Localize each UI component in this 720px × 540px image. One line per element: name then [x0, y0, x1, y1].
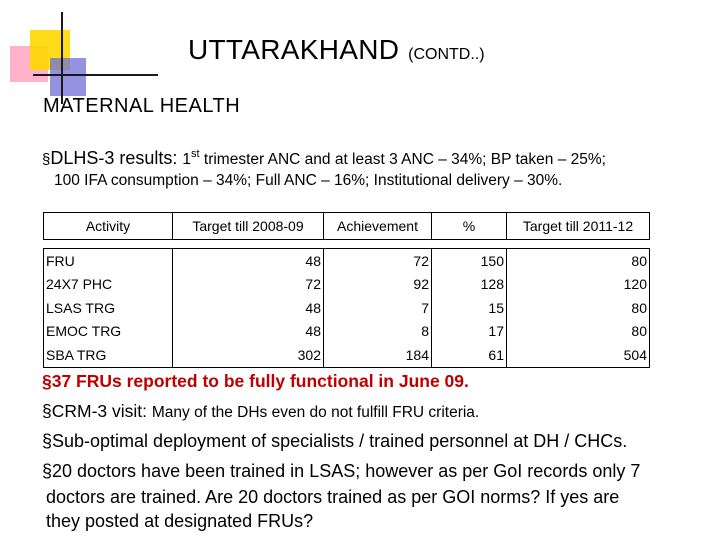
cell-target-2011-12: 120	[506, 273, 650, 297]
cell-achievement: 8	[323, 320, 431, 344]
cell-target-2011-12: 80	[506, 248, 650, 273]
data-table	[43, 212, 650, 368]
cell-percent: 128	[431, 273, 506, 297]
table-row	[43, 296, 650, 320]
cell-target-2011-12: 80	[506, 296, 650, 320]
cell-percent: 61	[431, 343, 506, 368]
cell-target-2011-12: 80	[506, 320, 650, 344]
cell-achievement: 184	[323, 343, 431, 368]
cell-achievement: 7	[323, 296, 431, 320]
dlhs-rest: trimester ANC and at least 3 ANC – 34%; BP taken – 25%;	[199, 151, 606, 168]
section-heading: MATERNAL HEALTH	[43, 95, 241, 117]
cell-activity: 24X7 PHC	[43, 273, 172, 297]
dlhs-ordinal-sup: st	[191, 148, 200, 160]
cell-activity: LSAS TRG	[43, 296, 172, 320]
bullet-crm3-lead: §CRM-3 visit:	[42, 401, 152, 421]
header-target-2008-09: Target till 2008-09	[172, 212, 323, 240]
cell-achievement: 92	[323, 273, 431, 297]
dlhs-lead: DLHS-3 results:	[50, 148, 183, 168]
dlhs-bullet	[42, 148, 606, 169]
bullet-lsas-line1: §20 doctors have been trained in LSAS; however as per GoI records only 7	[42, 461, 641, 481]
logo-blue-square	[50, 58, 86, 96]
cell-percent: 150	[431, 248, 506, 273]
page-title	[188, 30, 485, 67]
cell-percent: 17	[431, 320, 506, 344]
dlhs-ordinal: 1	[182, 151, 192, 168]
cell-target-2008-09: 48	[172, 296, 323, 320]
cell-percent: 15	[431, 296, 506, 320]
bullet-lsas-line2: doctors are trained. Are 20 doctors trained as per GOI norms? If yes are	[46, 487, 620, 507]
cell-target-2008-09: 72	[172, 273, 323, 297]
logo-horizontal-line	[33, 74, 158, 76]
cell-activity: FRU	[43, 248, 172, 273]
cell-activity: EMOC TRG	[43, 320, 172, 344]
bullet-deployment: §Sub-optimal deployment of specialists / trained personnel at DH / CHCs.	[42, 431, 628, 451]
table-row	[43, 343, 650, 368]
bullet-marker: §	[42, 151, 51, 168]
logo-vertical-line	[61, 12, 63, 104]
cell-target-2008-09: 302	[172, 343, 323, 368]
cell-target-2008-09: 48	[172, 320, 323, 344]
dlhs-line2: 100 IFA consumption – 34%; Full ANC – 16%; Institutional delivery – 30%.	[54, 172, 563, 189]
cell-achievement: 72	[323, 248, 431, 273]
table-row	[43, 273, 650, 297]
cell-target-2011-12: 504	[506, 343, 650, 368]
header-achievement: Achievement	[323, 212, 431, 240]
cell-activity: SBA TRG	[43, 343, 172, 368]
bullet-fru-functional: §37 FRUs reported to be fully functional in June 09.	[42, 371, 469, 391]
table-header-row	[43, 212, 650, 240]
bullet-crm3-visit	[42, 401, 479, 422]
page-title-main: UTTARAKHAND	[188, 34, 400, 65]
header-target-2011-12: Target till 2011-12	[506, 212, 650, 240]
table-row	[43, 320, 650, 344]
header-activity: Activity	[43, 212, 172, 240]
bullet-crm3-rest: Many of the DHs even do not fulfill FRU criteria.	[151, 404, 480, 421]
cell-target-2008-09: 48	[172, 248, 323, 273]
page-title-sub: (CONTD..)	[408, 46, 485, 63]
bullet-lsas-line3: they posted at designated FRUs?	[46, 511, 314, 531]
table-row	[43, 248, 650, 273]
header-percent: %	[431, 212, 506, 240]
